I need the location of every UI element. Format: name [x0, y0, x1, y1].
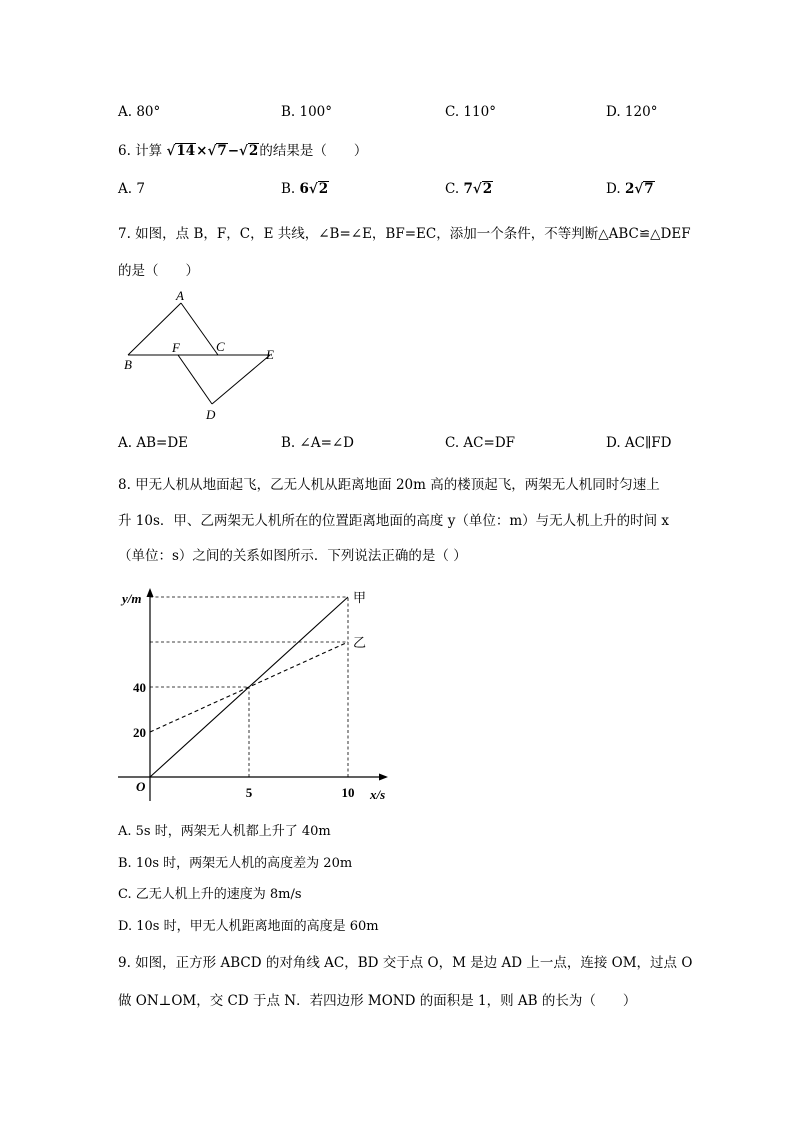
- q5-option-c[interactable]: C. 110°: [445, 104, 496, 120]
- q7-label-d: D: [206, 407, 216, 422]
- q8-question-line3: （单位：s）之间的关系如图所示．下列说法正确的是（ ）: [118, 548, 467, 564]
- q8-option-a[interactable]: A. 5s 时，两架无人机都上升了 40m: [118, 824, 331, 839]
- q6-times: ×: [196, 143, 208, 159]
- q6-sqrt-7: √7: [207, 143, 227, 159]
- q6-suffix: 的结果是（ ）: [259, 143, 368, 159]
- q7-label-e: E: [266, 347, 274, 362]
- q7-label-b: B: [124, 357, 132, 372]
- series-label-乙: 乙: [353, 635, 367, 650]
- q7-label-a: A: [176, 288, 184, 303]
- series-label-甲: 甲: [353, 590, 367, 605]
- y-axis-label: y/m: [122, 591, 142, 606]
- q6-option-d[interactable]: D. 2√7: [606, 181, 654, 197]
- y-tick-label-40: 40: [133, 680, 146, 695]
- q7-label-f: F: [172, 340, 180, 355]
- y-axis-arrow: [147, 588, 154, 597]
- q7-label-c: C: [216, 339, 225, 354]
- q8-option-d[interactable]: D. 10s 时，甲无人机距离地面的高度是 60m: [118, 919, 379, 934]
- q7-line-de: [212, 355, 270, 404]
- q8-question-line2: 升 10s．甲、乙两架无人机所在的位置距离地面的高度 y（单位：m）与无人机上升的时间 x: [118, 513, 670, 529]
- q6-prefix: 6. 计算: [118, 143, 163, 159]
- q7-option-a[interactable]: A. AB=DE: [118, 435, 188, 451]
- x-tick-label-5: 5: [245, 785, 253, 800]
- x-tick-label-10: 10: [341, 785, 355, 800]
- q7-option-c[interactable]: C. AC=DF: [445, 435, 516, 451]
- q9-question-line2: 做 ON⊥OM，交 CD 于点 N．若四边形 MOND 的面积是 1，则 AB 的长为（ ）: [118, 993, 637, 1009]
- y-tick-label-20: 20: [133, 725, 146, 740]
- q7-question-line1: 7. 如图，点 B，F，C，E 共线，∠B=∠E，BF=EC，添加一个条件，不等判断△ABC≌△DEF: [118, 226, 691, 242]
- x-axis-label: x/s: [370, 787, 386, 802]
- q6-option-a[interactable]: A. 7: [118, 181, 145, 197]
- q7-line-fd: [178, 355, 212, 404]
- q7-figure: [118, 285, 298, 425]
- q5-option-d[interactable]: D. 120°: [606, 104, 658, 120]
- q6-question: [118, 139, 367, 159]
- q7-line-ac: [181, 303, 218, 355]
- q7-option-d[interactable]: D. AC∥FD: [606, 435, 672, 451]
- q8-option-b[interactable]: B. 10s 时，两架无人机的高度差为 20m: [118, 856, 353, 871]
- q8-option-c[interactable]: C. 乙无人机上升的速度为 8m/s: [118, 887, 302, 902]
- q6-minus: −: [227, 143, 240, 159]
- origin-label: O: [136, 779, 146, 794]
- q6-options: [118, 181, 678, 201]
- q5-option-a[interactable]: A. 80°: [118, 104, 161, 120]
- q6-option-c[interactable]: C. 7√2: [445, 181, 493, 197]
- q6-option-b[interactable]: B. 6√2: [281, 181, 329, 197]
- q7-question-line2: 的是（ ）: [118, 263, 199, 279]
- q5-option-b[interactable]: B. 100°: [281, 104, 333, 120]
- x-axis-arrow: [379, 774, 388, 781]
- q6-sqrt-14: √14: [166, 143, 196, 159]
- q7-option-b[interactable]: B. ∠A=∠D: [281, 435, 355, 451]
- q5-options: [118, 104, 678, 124]
- q6-sqrt-2: √2: [239, 143, 259, 159]
- q9-question-line1: 9. 如图，正方形 ABCD 的对角线 AC，BD 交于点 O，M 是边 AD 上一点，连接 OM，过点 O: [118, 955, 693, 971]
- q7-options: [118, 435, 678, 455]
- q8-chart: [118, 585, 398, 805]
- q8-question-line1: 8. 甲无人机从地面起飞，乙无人机从距离地面 20m 高的楼顶起飞，两架无人机同时匀速上: [118, 477, 660, 493]
